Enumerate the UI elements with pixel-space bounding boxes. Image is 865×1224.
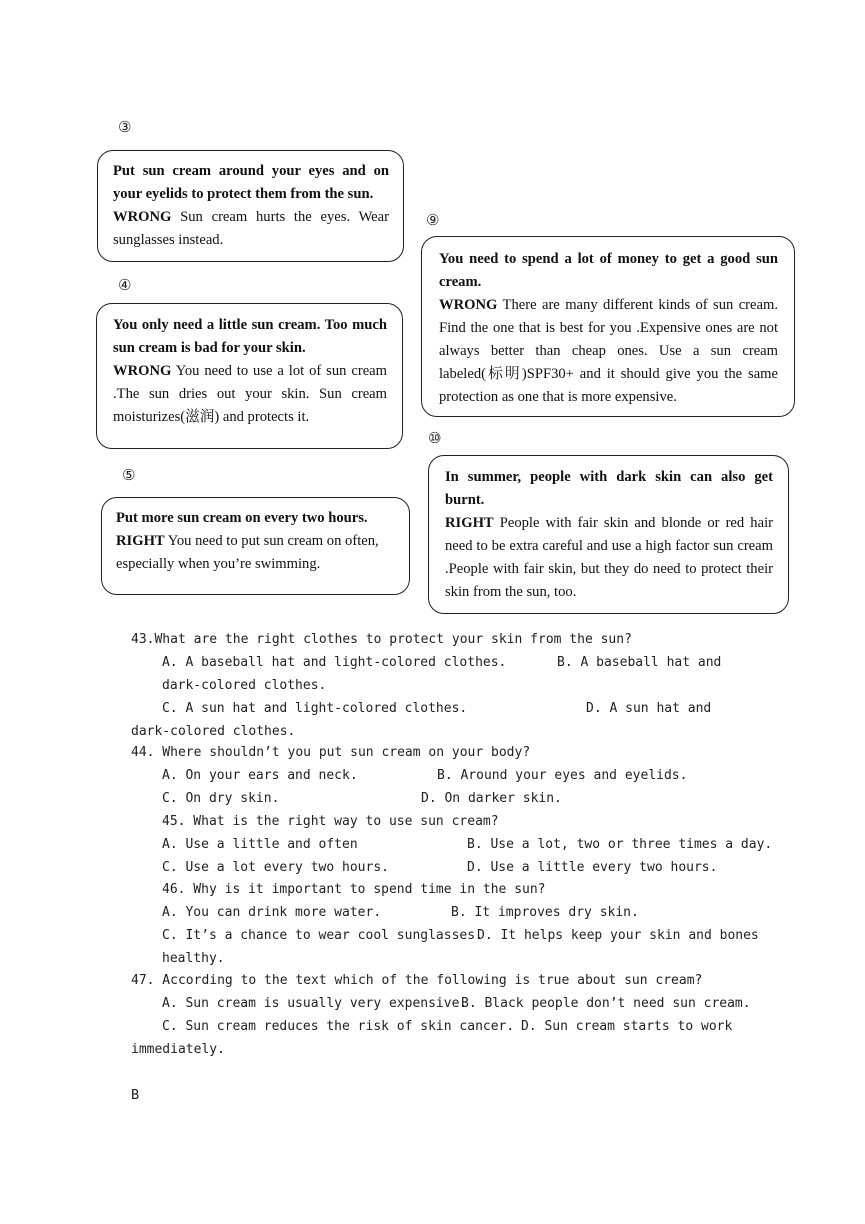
q46-option-d-cont: healthy.: [162, 951, 225, 966]
card-9-verdict: WRONG: [439, 297, 498, 313]
card-4-statement: You only need a little sun cream. Too much sun cream is bad for your skin.: [113, 317, 387, 356]
q47-stem: 47. According to the text which of the following is true about sun cream?: [131, 973, 703, 988]
card-5-verdict: RIGHT: [116, 533, 165, 549]
q43-option-c: C. A sun hat and light-colored clothes.: [162, 701, 468, 716]
q43-option-a: A. A baseball hat and light-colored clothes.: [162, 655, 507, 670]
q45-stem: 45. What is the right way to use sun cream?: [162, 814, 499, 829]
card-5-statement: Put more sun cream on every two hours.: [116, 510, 368, 526]
card-10-statement: In summer, people with dark skin can also get burnt.: [445, 469, 773, 508]
card-4-verdict: WRONG: [113, 363, 172, 379]
card-9-number: ⑨: [426, 211, 440, 229]
q46-option-b: B. It improves dry skin.: [451, 905, 639, 920]
card-3-statement: Put sun cream around your eyes and on your eyelids to protect them from the sun.: [113, 163, 389, 202]
card-5-explanation: You need to put sun cream on often, especially when you’re swimming.: [116, 533, 379, 572]
q43-option-d-cont: dark-colored clothes.: [131, 724, 296, 739]
q47-option-b: B. Black people don’t need sun cream.: [461, 996, 751, 1011]
q43-option-b: B. A baseball hat and: [557, 655, 722, 670]
card-3-explanation: Sun cream hurts the eyes. Wear sunglasses instead.: [113, 209, 389, 248]
card-10-verdict: RIGHT: [445, 515, 494, 531]
card-9-explanation: There are many different kinds of sun cream. Find the one that is best for you .Expensive ones are not always better than cheap ones. Use a sun cream labeled(标明)SPF30+ and it should give you the same protection as one that is more expensive.: [439, 297, 778, 405]
q43-stem: 43.What are the right clothes to protect your skin from the sun?: [131, 632, 632, 647]
card-3-verdict: WRONG: [113, 209, 172, 225]
q43-option-d: D. A sun hat and: [586, 701, 712, 716]
q43-option-b-cont: dark-colored clothes.: [162, 678, 327, 693]
card-4-number: ④: [118, 276, 132, 294]
card-9: [421, 236, 795, 417]
card-5: [101, 497, 410, 595]
card-10: [428, 455, 789, 614]
q46-option-a: A. You can drink more water.: [162, 905, 382, 920]
q45-option-d: D. Use a little every two hours.: [467, 860, 718, 875]
card-4: [96, 303, 403, 449]
q44-option-d: D. On darker skin.: [421, 791, 562, 806]
q45-option-a: A. Use a little and often: [162, 837, 358, 852]
q44-stem: 44. Where shouldn’t you put sun cream on your body?: [131, 745, 531, 760]
q44-option-b: B. Around your eyes and eyelids.: [437, 768, 688, 783]
q47-option-d: D. Sun cream starts to work: [521, 1019, 733, 1034]
q46-option-d: D. It helps keep your skin and bones: [477, 928, 759, 943]
card-10-explanation: People with fair skin and blonde or red hair need to be extra careful and use a high factor sun cream .People with fair skin, but they do need to protect their skin from the sun, too.: [445, 515, 773, 600]
q45-option-b: B. Use a lot, two or three times a day.: [467, 837, 773, 852]
q44-option-a: A. On your ears and neck.: [162, 768, 358, 783]
card-4-explanation: You need to use a lot of sun cream .The sun dries out your skin. Sun cream moisturizes(滋润) and protects it.: [113, 363, 387, 425]
card-9-statement: You need to spend a lot of money to get a good sun cream.: [439, 251, 778, 290]
q46-stem: 46. Why is it important to spend time in the sun?: [162, 882, 546, 897]
section-label: B: [131, 1087, 140, 1103]
q45-option-c: C. Use a lot every two hours.: [162, 860, 389, 875]
q46-option-c: C. It’s a chance to wear cool sunglasses.: [162, 928, 483, 943]
card-3: [97, 150, 404, 262]
q47-option-c: C. Sun cream reduces the risk of skin cancer.: [162, 1019, 515, 1034]
card-3-number: ③: [118, 118, 132, 136]
question-47: [0, 972, 865, 1116]
card-5-number: ⑤: [122, 466, 136, 484]
q44-option-c: C. On dry skin.: [162, 791, 280, 806]
card-10-number: ⑩: [428, 429, 442, 447]
q47-option-d-cont: immediately.: [131, 1042, 225, 1057]
q47-option-a: A. Sun cream is usually very expensive.: [162, 996, 468, 1011]
